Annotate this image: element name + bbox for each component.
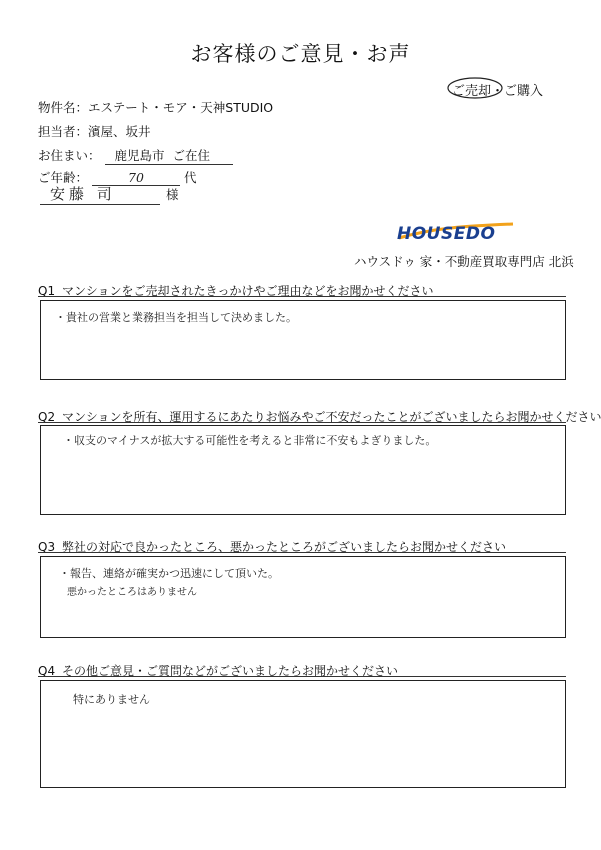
- question-number: Q2: [38, 410, 56, 424]
- question-text: マンションをご売却されたきっかけやご理由などをお聞かせください: [62, 284, 434, 298]
- question-text: その他ご意見・ご質問などがございましたらお聞かせください: [62, 664, 399, 678]
- sell-option: ご売却: [452, 84, 492, 99]
- age-label: ご年齢：: [38, 170, 89, 185]
- age-suffix: 代: [183, 170, 197, 185]
- purpose-separator: ・: [491, 84, 505, 99]
- staff-label: 担当者：: [38, 124, 89, 139]
- staff-value: 濱屋、坂井: [88, 124, 151, 139]
- answer-line: ・収支のマイナスが拡大する可能性を考えると非常に不安もよぎりました。: [63, 434, 437, 447]
- answer-box-4: [40, 680, 566, 788]
- answer-line: ・貴社の営業と業務担当を担当して決めました。: [55, 311, 297, 324]
- hand-drawn-circle-icon: [446, 75, 504, 101]
- svg-text:HOUSEDO: HOUSEDO: [397, 224, 496, 244]
- property-label: 物件名：: [38, 100, 89, 115]
- answer-line: 特にありません: [73, 693, 150, 706]
- divider: [38, 296, 566, 297]
- address-value: 鹿児島市: [114, 148, 165, 163]
- divider: [38, 676, 566, 677]
- answer-line: ・報告、連絡が確実かつ迅速にして頂いた。: [59, 567, 279, 580]
- property-value: エステート・モア・天神STUDIO: [88, 100, 274, 115]
- buy-option: ご購入: [504, 84, 544, 99]
- question-text: マンションを所有、運用するにあたりお悩みやご不安だったことがございましたらお聞かせください: [62, 410, 601, 424]
- sell-option-circled: [452, 80, 491, 99]
- answer-box-3: [40, 556, 566, 638]
- answer-box-1: [40, 300, 566, 380]
- shop-name: ハウスドゥ 家・不動産買取専門店 北浜: [354, 254, 574, 269]
- honorific: 様: [165, 187, 179, 202]
- address-field: [105, 146, 233, 165]
- answer-line: 悪かったところはありません: [67, 587, 197, 598]
- address-suffix: ご在住: [172, 148, 210, 163]
- page-title: お客様のご意見・お声: [190, 42, 411, 66]
- age-value: 70: [92, 170, 180, 186]
- housedo-logo: [395, 218, 515, 246]
- address-label: お住まい：: [38, 148, 101, 163]
- address-row: [38, 146, 233, 165]
- question-number: Q3: [38, 540, 56, 554]
- question-number: Q4: [38, 664, 56, 678]
- question-text: 弊社の対応で良かったところ、悪かったところがございましたらお聞かせください: [62, 540, 507, 554]
- name-row: [38, 183, 179, 205]
- divider: [38, 422, 566, 423]
- question-number: Q1: [38, 284, 56, 298]
- property-row: [38, 98, 273, 116]
- transaction-type: [452, 80, 543, 99]
- staff-row: [38, 122, 151, 140]
- customer-name: 安藤 司: [40, 183, 160, 205]
- housedo-logo-icon: [395, 218, 515, 246]
- divider: [38, 552, 566, 553]
- answer-box-2: [40, 425, 566, 515]
